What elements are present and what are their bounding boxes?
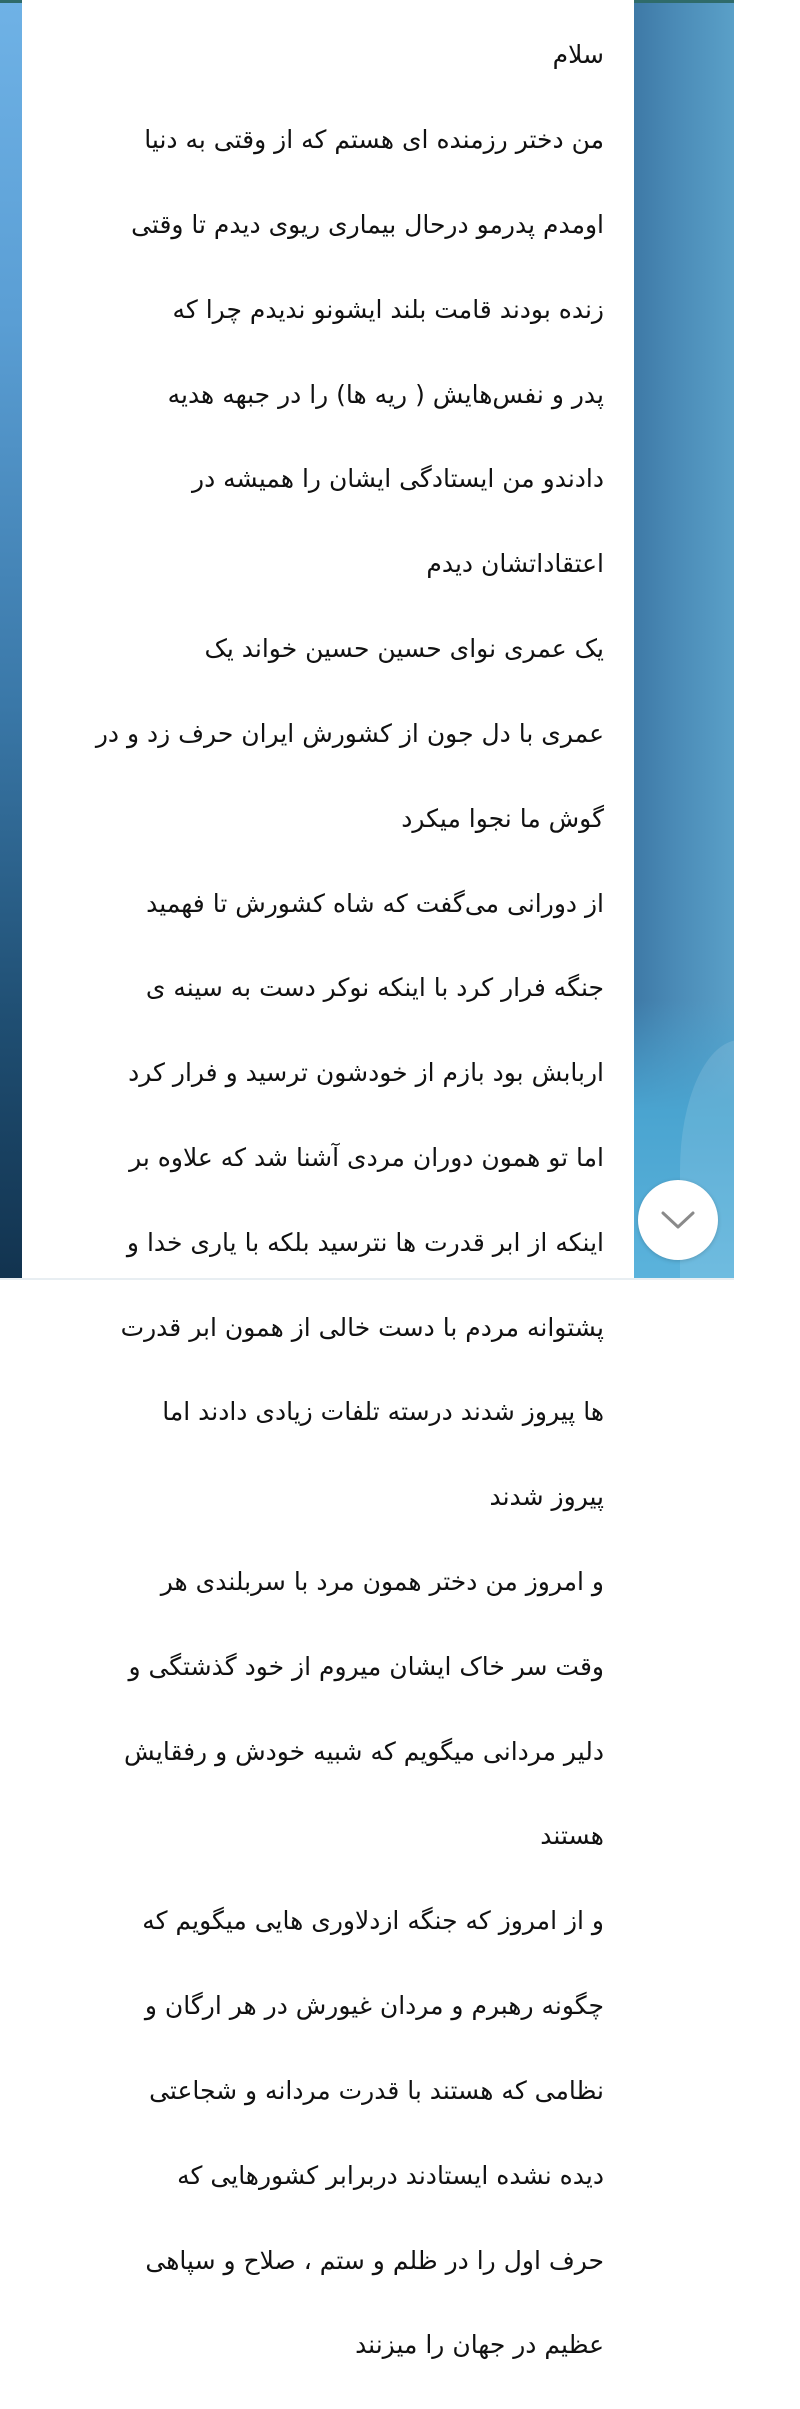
message-bubble[interactable] <box>22 0 634 2360</box>
message-line: پدر و نفس‌هایش ( ریه ها) را در جبهه هدیه <box>167 379 604 409</box>
message-line: پیروز شدند <box>489 1482 604 1512</box>
message-line: نظامی که هستند با قدرت مردانه و شجاعتی <box>149 2075 604 2105</box>
chevron-down-icon <box>661 1210 695 1230</box>
message-line: جنگه فرار کرد با اینکه نوکر دست به سینه ی <box>145 973 604 1003</box>
message-line: و امروز من دختر همون مرد با سربلندی هر <box>160 1567 604 1597</box>
message-line: گوش ما نجوا میکرد <box>401 803 604 833</box>
message-line: عظیم در جهان را میزنند <box>355 2330 604 2360</box>
message-line: دادندو من ایستادگی ایشان را همیشه در <box>192 464 604 494</box>
message-line: از دورانی می‌گفت که شاه کشورش تا فهمید <box>146 888 604 918</box>
bottom-edge <box>0 1278 734 1280</box>
message-line: من دختر رزمنده ای هستم که از وقتی به دنیا <box>144 125 604 155</box>
message-line: چگونه رهبرم و مردان غیورش در هر ارگان و <box>144 1991 604 2021</box>
message-line: سلام <box>552 40 604 70</box>
message-line: دیده نشده ایستادند دربرابر کشورهایی که <box>177 2160 604 2190</box>
message-line: وقت سر خاک ایشان میروم از خود گذشتگی و <box>128 1651 604 1681</box>
message-line: اومدم پدرمو درحال بیماری ریوی دیدم تا وقتی <box>131 210 604 240</box>
message-line: عمری با دل جون از کشورش ایران حرف زد و در <box>95 718 604 748</box>
message-line: پشتوانه مردم با دست خالی از همون ابر قدرت <box>120 1312 604 1342</box>
message-line: اینکه از ابر قدرت ها نترسید بلکه با یاری خدا و <box>126 1227 604 1257</box>
message-line: اعتقاداتشان دیدم <box>426 549 604 579</box>
scroll-to-bottom-button[interactable] <box>638 1180 718 1260</box>
message-line: و از امروز که جنگه ازدلاوری هایی میگویم که <box>142 1906 604 1936</box>
chat-background-swoosh <box>680 1040 800 1300</box>
message-text <box>36 0 604 2409</box>
message-line: ها پیروز شدند درسته تلفات زیادی دادند اما <box>162 1397 604 1427</box>
message-line: هستند <box>540 1821 604 1851</box>
message-line: اما تو همون دوران مردی آشنا شد که علاوه بر <box>129 1142 604 1172</box>
message-line: زنده بودند قامت بلند ایشونو ندیدم چرا که <box>172 294 604 324</box>
message-line: حرف اول را در ظلم و ستم ، صلاح و سپاهی <box>145 2245 604 2275</box>
message-line: یک عمری نوای حسین حسین خواند یک <box>204 634 604 664</box>
message-line: دلیر مردانی میگویم که شبیه خودش و رفقایش <box>124 1736 604 1766</box>
message-line: اربابش بود بازم از خودشون ترسید و فرار کرد <box>128 1058 604 1088</box>
